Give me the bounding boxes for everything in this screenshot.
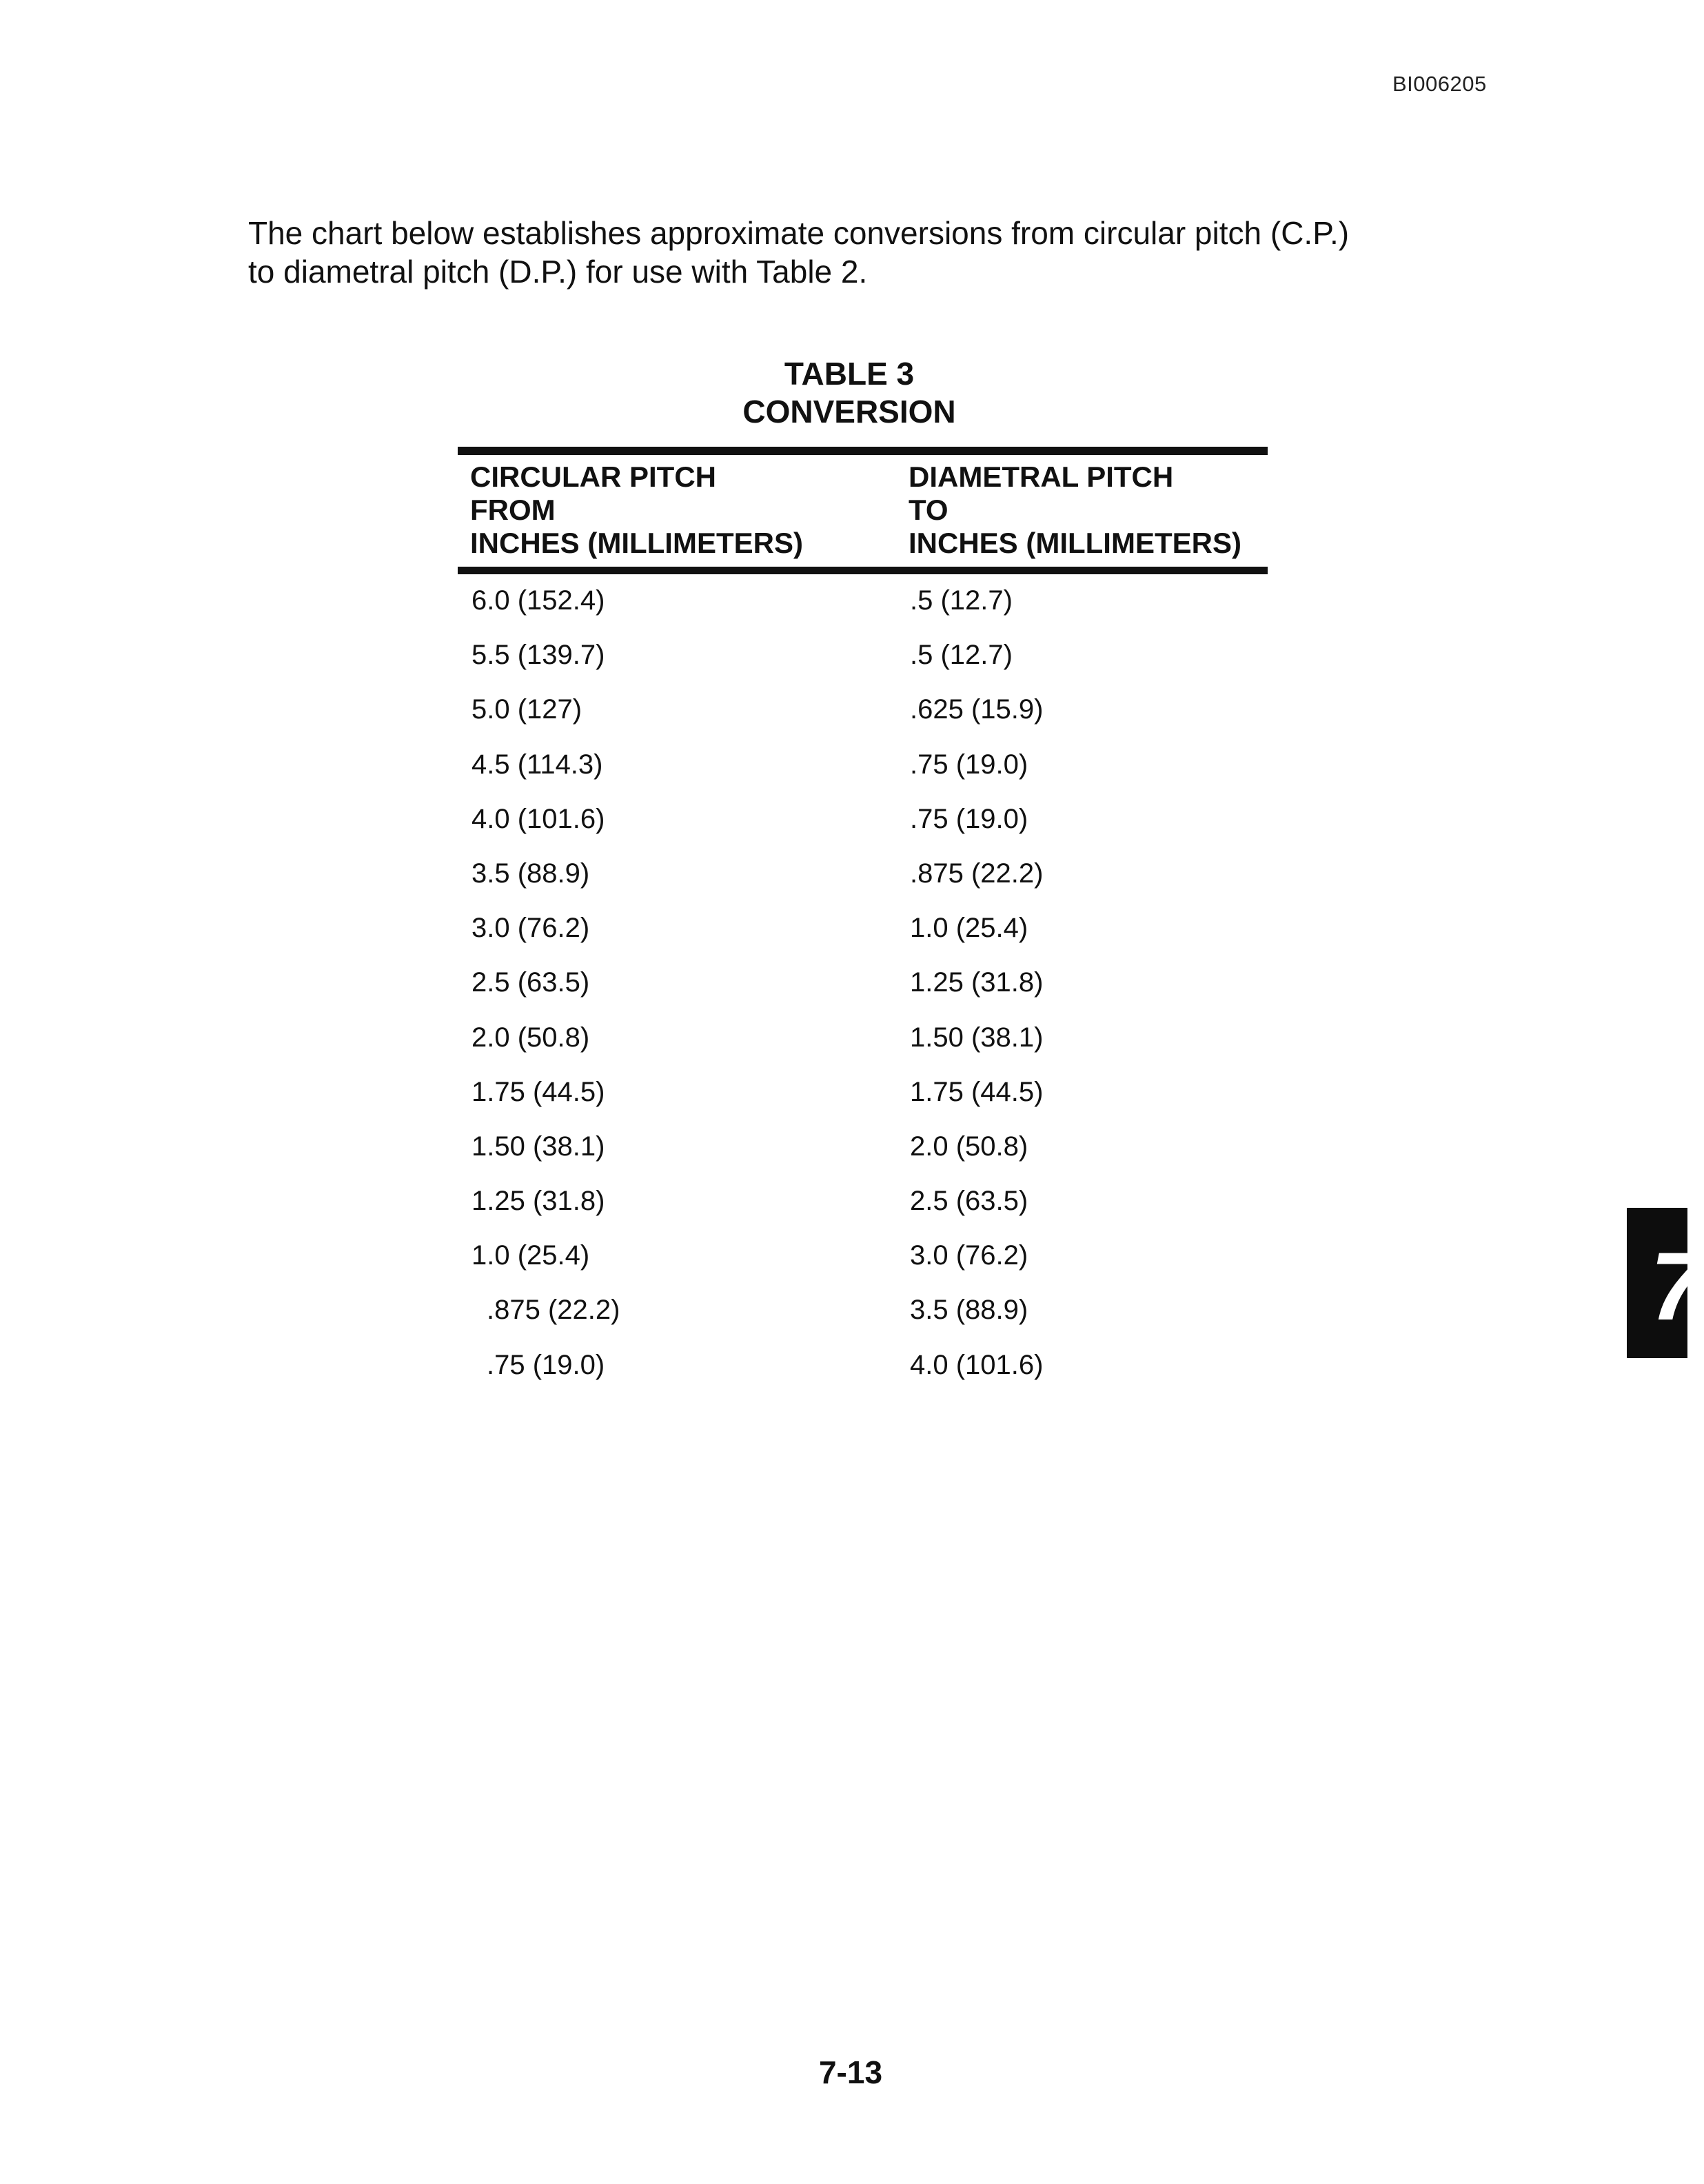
diametral-pitch-cell: 1.0 (25.4) bbox=[910, 913, 1028, 944]
circular-pitch-cell: 1.25 (31.8) bbox=[471, 1186, 605, 1217]
diametral-pitch-cell: 1.75 (44.5) bbox=[910, 1076, 1044, 1107]
table-row bbox=[0, 745, 1687, 800]
table-row bbox=[0, 1018, 1687, 1073]
diametral-pitch-cell: 1.50 (38.1) bbox=[910, 1022, 1044, 1053]
column-header-circular-pitch bbox=[470, 461, 803, 560]
diametral-pitch-cell: .75 (19.0) bbox=[910, 803, 1028, 834]
section-tab-label: 7 bbox=[1650, 1232, 1704, 1340]
diametral-pitch-cell: 3.5 (88.9) bbox=[910, 1295, 1028, 1326]
table-row bbox=[0, 1346, 1687, 1400]
diametral-pitch-cell: 3.0 (76.2) bbox=[910, 1240, 1028, 1271]
table-row bbox=[0, 854, 1687, 909]
table-header-rule bbox=[458, 567, 1268, 574]
circular-pitch-cell: .875 (22.2) bbox=[487, 1295, 620, 1326]
circular-pitch-cell: 5.5 (139.7) bbox=[471, 640, 605, 671]
circular-pitch-cell: 1.50 (38.1) bbox=[471, 1131, 605, 1162]
diametral-pitch-cell: .5 (12.7) bbox=[910, 585, 1013, 616]
circular-pitch-cell: 2.5 (63.5) bbox=[471, 967, 590, 998]
diametral-pitch-cell: 2.0 (50.8) bbox=[910, 1131, 1028, 1162]
section-tab-marker bbox=[1627, 1208, 1704, 1358]
table-name: CONVERSION bbox=[742, 394, 956, 429]
circular-pitch-cell: 3.0 (76.2) bbox=[471, 913, 590, 944]
diametral-pitch-cell: .875 (22.2) bbox=[910, 858, 1044, 889]
intro-paragraph bbox=[248, 214, 1503, 291]
column-header-line: DIAMETRAL PITCH bbox=[909, 461, 1174, 493]
diametral-pitch-cell: 1.25 (31.8) bbox=[910, 967, 1044, 998]
table-row bbox=[0, 909, 1687, 963]
diametral-pitch-cell: .5 (12.7) bbox=[910, 640, 1013, 671]
column-header-line: CIRCULAR PITCH bbox=[470, 461, 716, 493]
circular-pitch-cell: 1.0 (25.4) bbox=[471, 1240, 590, 1271]
circular-pitch-cell: 5.0 (127) bbox=[471, 694, 582, 725]
circular-pitch-cell: .75 (19.0) bbox=[487, 1349, 605, 1380]
table-row bbox=[0, 800, 1687, 854]
diametral-pitch-cell: .625 (15.9) bbox=[910, 694, 1044, 725]
table-row bbox=[0, 581, 1687, 636]
table-row bbox=[0, 690, 1687, 745]
diametral-pitch-cell: 2.5 (63.5) bbox=[910, 1186, 1028, 1217]
column-header-line: TO bbox=[909, 494, 949, 526]
column-header-line: INCHES (MILLIMETERS) bbox=[909, 527, 1241, 559]
document-id: BI006205 bbox=[1392, 72, 1487, 96]
circular-pitch-cell: 4.5 (114.3) bbox=[471, 749, 603, 780]
table-row bbox=[0, 1127, 1687, 1182]
table-row bbox=[0, 636, 1687, 690]
table-body bbox=[0, 581, 1687, 1400]
page-number: 7-13 bbox=[818, 2054, 883, 2090]
table-row bbox=[0, 1291, 1687, 1345]
table-title bbox=[663, 355, 1035, 431]
diametral-pitch-cell: 4.0 (101.6) bbox=[910, 1349, 1044, 1380]
circular-pitch-cell: 4.0 (101.6) bbox=[471, 803, 605, 834]
table-top-rule bbox=[458, 447, 1268, 455]
table-number: TABLE 3 bbox=[784, 356, 915, 392]
circular-pitch-cell: 2.0 (50.8) bbox=[471, 1022, 590, 1053]
table-row bbox=[0, 963, 1687, 1018]
circular-pitch-cell: 3.5 (88.9) bbox=[471, 858, 590, 889]
table-row bbox=[0, 1236, 1687, 1291]
column-header-line: INCHES (MILLIMETERS) bbox=[470, 527, 803, 559]
circular-pitch-cell: 1.75 (44.5) bbox=[471, 1076, 605, 1107]
table-row bbox=[0, 1073, 1687, 1127]
table-row bbox=[0, 1182, 1687, 1236]
intro-line-1: The chart below establishes approximate conversions from circular pitch (C.P.) bbox=[248, 215, 1350, 251]
intro-line-2: to diametral pitch (D.P.) for use with Table 2. bbox=[248, 254, 868, 290]
circular-pitch-cell: 6.0 (152.4) bbox=[471, 585, 605, 616]
column-header-line: FROM bbox=[470, 494, 556, 526]
diametral-pitch-cell: .75 (19.0) bbox=[910, 749, 1028, 780]
column-header-diametral-pitch bbox=[909, 461, 1241, 560]
